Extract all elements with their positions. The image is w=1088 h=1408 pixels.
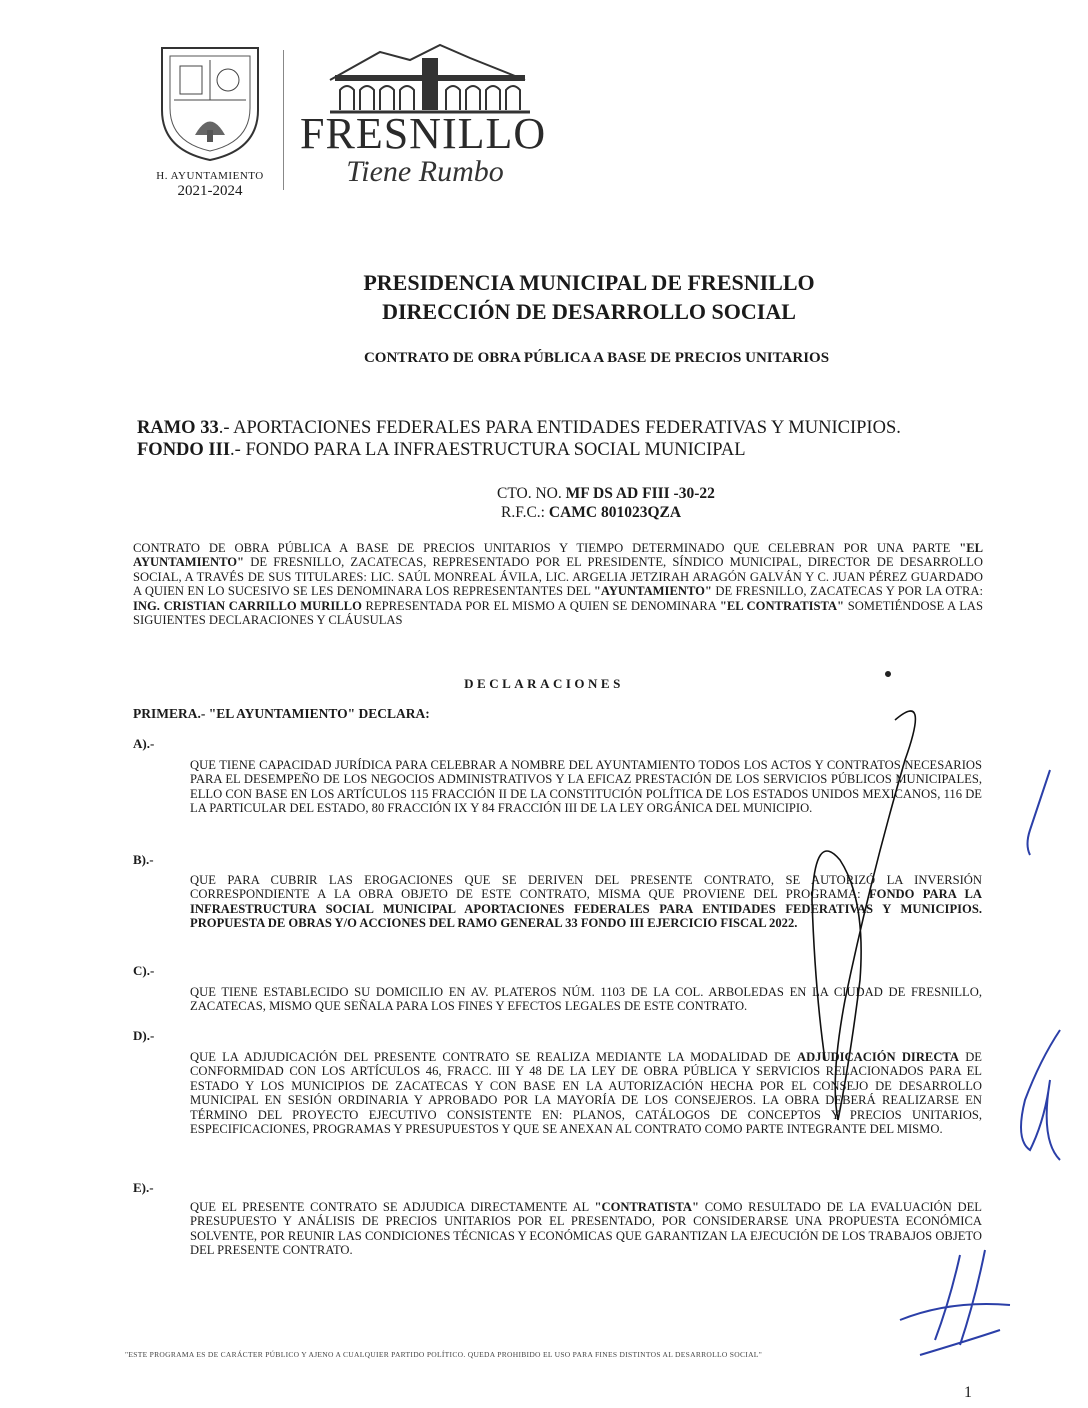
fondo-text: .- FONDO PARA LA INFRAESTRUCTURA SOCIAL MUNICIPAL [230, 440, 746, 460]
clause-d-text-1: QUE LA ADJUDICACIÓN DEL PRESENTE CONTRATO SE REALIZA MEDIANTE LA MODALIDAD DE [190, 1050, 797, 1064]
funding-block [137, 417, 977, 461]
intro-bold-4: "EL CONTRATISTA" [719, 598, 845, 613]
arches-building-icon [300, 40, 550, 115]
intro-text-2: DE FRESNILLO, ZACATECAS, REPRESENTADO POR EL PRESIDENTE, SÍNDICO MUNICIPAL, DIRECTOR DE DESARROLLO SOCIAL, A TRAVÉS DE SUS TITULARES: LIC. SAÚL MONREAL ÁVILA, LIC. ARGELIA JETZIRAH ARAGÓN GALVÁN Y C. JUAN PÉREZ GUARDADO A QUIEN EN LO SUCESIVO SE LES DENOMINARA LOS REPRESENTANTES DEL [133, 555, 983, 599]
document-heading [0, 268, 1088, 326]
contract-type-title: CONTRATO DE OBRA PÚBLICA A BASE DE PRECIOS UNITARIOS [363, 350, 830, 366]
ramo-text: .- APORTACIONES FEDERALES PARA ENTIDADES FEDERATIVAS Y MUNICIPIOS. [218, 418, 901, 438]
clause-d-text [190, 1050, 982, 1136]
fondo-label: FONDO III [137, 440, 231, 460]
clause-e-text [190, 1200, 982, 1258]
seal-caption: H. AYUNTAMIENTO [156, 170, 264, 182]
ramo-line [137, 417, 977, 439]
rfc-label: R.F.C.: [501, 504, 549, 521]
header-divider [283, 50, 284, 190]
logo-tagline: Tiene Rumbo [346, 155, 504, 188]
intro-text-4: REPRESENTADA POR EL MISMO A QUIEN SE DENOMINARA [361, 598, 720, 613]
margin-initial-2 [1021, 1030, 1060, 1160]
page-number: 1 [964, 1384, 972, 1401]
intro-bold-2: "AYUNTAMIENTO" [593, 584, 712, 599]
intro-text-1: CONTRATO DE OBRA PÚBLICA A BASE DE PRECIOS UNITARIOS Y TIEMPO DETERMINADO QUE CELEBRAN POR UNA PARTE [133, 541, 960, 555]
cto-label: CTO. NO. [497, 485, 566, 502]
heading-line-1: PRESIDENCIA MUNICIPAL DE FRESNILLO [363, 270, 815, 295]
clause-e-bold: "CONTRATISTA" [594, 1200, 699, 1214]
intro-paragraph [133, 541, 983, 627]
contract-number-line [497, 484, 715, 503]
coat-of-arms-icon [150, 40, 270, 165]
clause-d-text-2: DE CONFORMIDAD CON LOS ARTÍCULOS 46, FRACC. III Y 48 DE LA LEY DE OBRA PÚBLICA Y SERVICIOS RELACIONADOS PARA EL ESTADO Y LOS MUNICIPIOS DE ZACATECAS Y CON BASE EN LA AUTORIZACIÓN HECHA POR EL CONSEJO DE DESARROLLO MUNICIPAL EN SESIÓN ORDINARIA Y APROBADO POR LA MAYORÍA DE LOS CONSEJEROS. LA OBRA DEBERÁ REALIZARSE EN TÉRMINO DEL PROYECTO EJECUTIVO CONSISTENTE EN: PLANOS, CATÁLOGOS DE CONCEPTOS Y PRECIOS UNITARIOS, ESPECIFICACIONES, PROGRAMAS Y PRESUPUESTOS Y QUE SE ANEXAN AL CONTRATO COMO PARTE INTEGRANTE DEL MISMO. [190, 1050, 982, 1137]
clause-e-label: E).- [133, 1180, 154, 1195]
clause-c-text: QUE TIENE ESTABLECIDO SU DOMICILIO EN AV. PLATEROS NÚM. 1103 DE LA COL. ARBOLEDAS EN LA CIUDAD DE FRESNILLO, ZACATECAS, MISMO QUE SEÑALA PARA LOS FINES Y EFECTOS LEGALES DE ESTE CONTRATO. [190, 985, 982, 1014]
seal-years: 2021-2024 [177, 183, 243, 199]
rfc-line [497, 503, 715, 522]
clause-c-label: C).- [133, 963, 155, 978]
fondo-line [137, 439, 977, 461]
clause-b-program: FONDO PARA LA INFRAESTRUCTURA SOCIAL MUNICIPAL APORTACIONES FEDERALES PARA ENTIDADES FEDERATIVAS Y MUNICIPIOS. PROPUESTA DE OBRAS Y/O ACCIONES DEL RAMO GENERAL 33 FONDO III EJERCICIO FISCAL 2022. [190, 887, 982, 931]
clause-d-bold: ADJUDICACIÓN DIRECTA [796, 1050, 959, 1064]
heading-line-2: DIRECCIÓN DE DESARROLLO SOCIAL [382, 299, 796, 324]
margin-initial-1 [1028, 770, 1051, 855]
cto-value: MF DS AD FIII -30-22 [565, 485, 715, 502]
logo-wordmark: FRESNILLO [300, 109, 547, 158]
ramo-label: RAMO 33 [137, 418, 219, 438]
rfc-value: CAMC 801023QZA [548, 504, 682, 521]
declarations-title: DECLARACIONES [464, 676, 624, 691]
intro-bold-3: ING. CRISTIAN CARRILLO MURILLO [133, 598, 362, 613]
clause-b-text [190, 873, 982, 931]
intro-text-3: DE FRESNILLO, ZACATECAS Y POR LA OTRA: [711, 584, 983, 599]
clause-b-label: B).- [133, 852, 154, 867]
clause-b-text-1: QUE PARA CUBRIR LAS EROGACIONES QUE SE DERIVEN DEL PRESENTE CONTRATO, SE AUTORIZÓ LA INVERSIÓN CORRESPONDIENTE A LA OBRA OBJETO DE ESTE CONTRATO, MISMA QUE PROVIENE DEL PROGRAMA: [190, 873, 982, 902]
clause-d-label: D).- [133, 1028, 155, 1043]
first-declaration-heading: PRIMERA.- "EL AYUNTAMIENTO" DECLARA: [133, 706, 430, 721]
contract-id-block [497, 484, 715, 522]
footer-notice: "ESTE PROGRAMA ES DE CARÁCTER PÚBLICO Y AJENO A CUALQUIER PARTIDO POLÍTICO. QUEDA PROHIBIDO EL USO PARA FINES DISTINTOS AL DESARROLLO SOCIAL" [125, 1350, 763, 1359]
intro-bold-1: "EL AYUNTAMIENTO" [133, 541, 983, 570]
clause-a-label: A).- [133, 736, 155, 751]
intro-text-5: SOMETIÉNDOSE A LAS SIGUIENTES DECLARACIONES Y CLÁUSULAS [133, 598, 983, 628]
bottom-initial [900, 1250, 1010, 1355]
clause-e-text-2: COMO RESULTADO DE LA EVALUACIÓN DEL PRESUPUESTO Y ANÁLISIS DE PRECIOS UNITARIOS POR EL PRESENTADO, POR CONSIDERARSE UNA PROPUESTA ECONÓMICA SOLVENTE, POR REUNIR LAS CONDICIONES TÉCNICAS Y ECONÓMICAS QUE GARANTIZAN LA EJECUCIÓN DE LOS TRABAJOS OBJETO DEL PRESENTE CONTRATO. [190, 1200, 982, 1258]
municipal-seal [150, 40, 270, 200]
clause-e-text-1: QUE EL PRESENTE CONTRATO SE ADJUDICA DIRECTAMENTE AL [190, 1200, 595, 1214]
clause-a-text: QUE TIENE CAPACIDAD JURÍDICA PARA CELEBRAR A NOMBRE DEL AYUNTAMIENTO TODOS LOS ACTOS Y CONTRATOS NECESARIOS PARA EL DESEMPEÑO DE LOS NEGOCIOS ADMINISTRATIVOS Y LA EFICAZ PRESTACIÓN DE LOS SERVICIOS PÚBLICOS MUNICIPALES, ELLO CON BASE EN LOS ARTÍCULOS 115 FRACCIÓN II DE LA CONSTITUCIÓN POLÍTICA DE LOS ESTADOS UNIDOS MEXICANOS, 116 DE LA PARTICULAR DEL ESTADO, 80 FRACCIÓN IX Y 84 FRACCIÓN III DE LA LEY ORGÁNICA DEL MUNICIPIO. [190, 758, 982, 816]
